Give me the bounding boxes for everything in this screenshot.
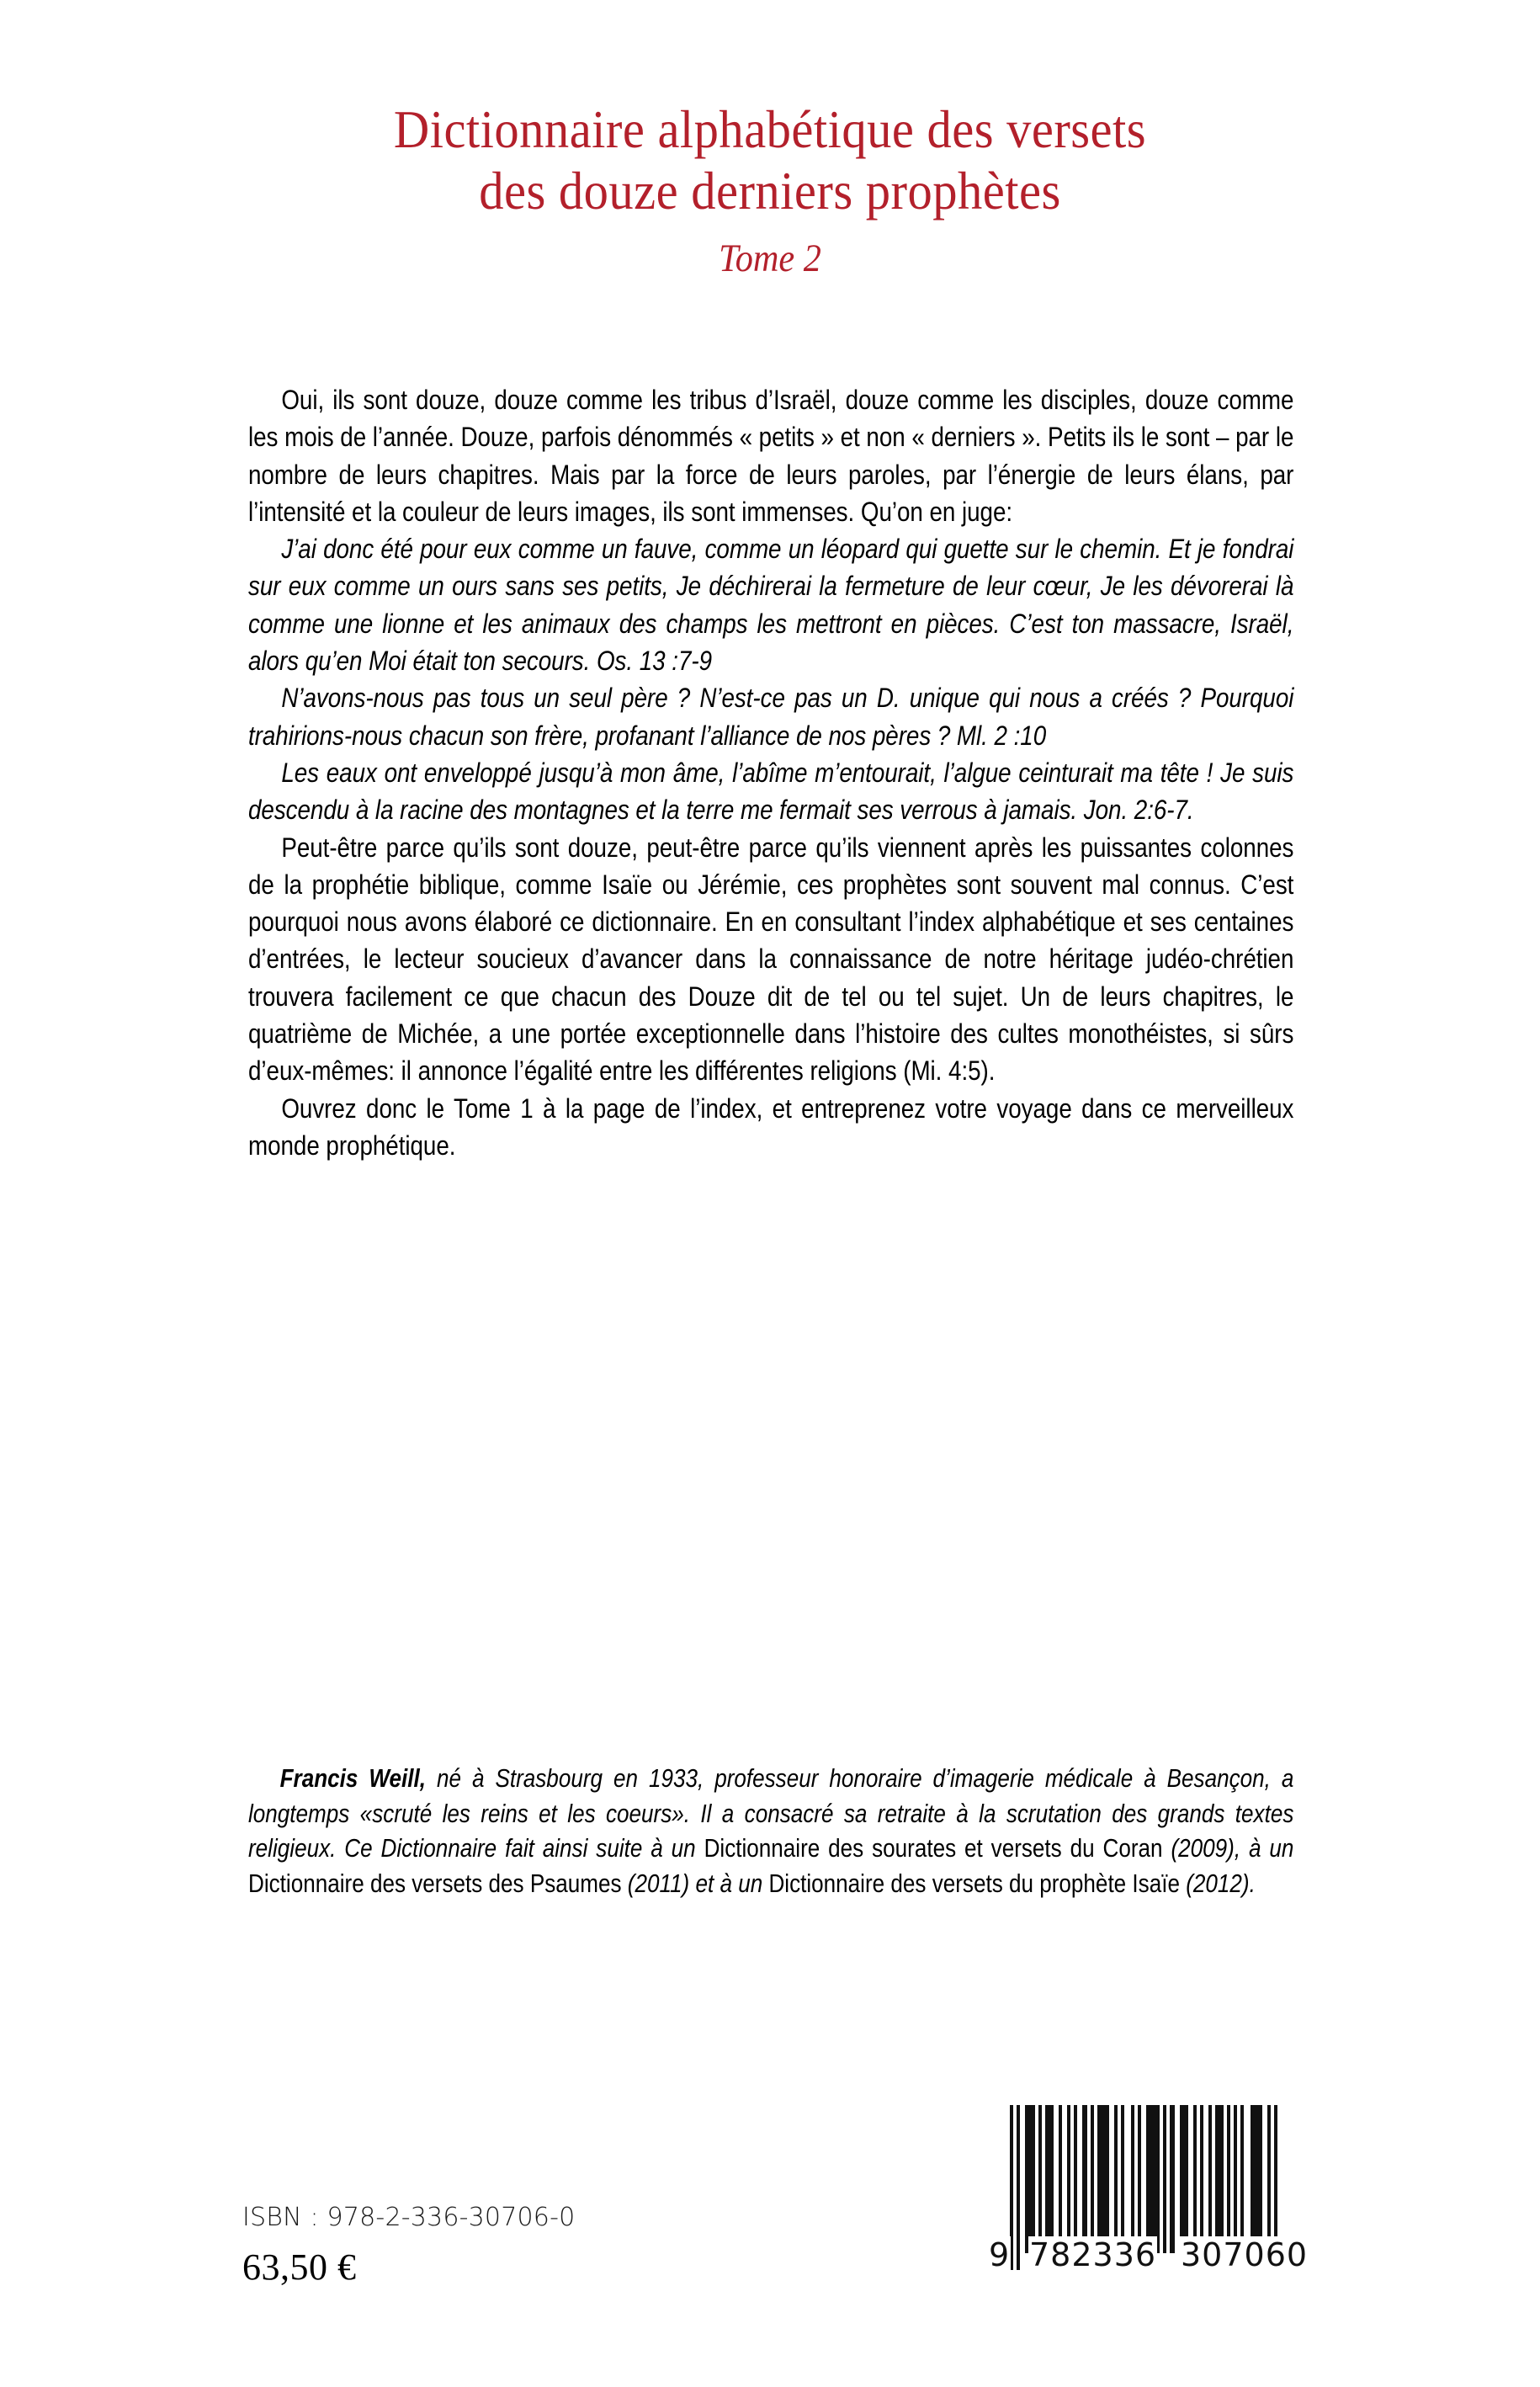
barcode-digits [988,2236,1309,2273]
book-title-line-1: Dictionnaire alphabétique des versets [393,100,1147,159]
barcode-bar [1163,2105,1166,2253]
barcode-digit-group: 9 [989,2236,1011,2273]
author-name: Francis Weill, [279,1764,426,1793]
ean13-barcode [988,2105,1309,2300]
bio-segment-1: Dictionnaire des sourates et versets du Coran [704,1834,1171,1863]
scripture-quote-malachi: N’avons-nous pas tous un seul père ? N’est-ce pas un D. unique qui nous a créés ? Pourquoi trahirions-nous chacun son frère, profanant l’alliance de nos pères ? Ml. 2 :10 [248,683,1294,751]
barcode-bar [1180,2105,1188,2253]
barcode-bar [1025,2105,1035,2253]
barcode-bar [1082,2105,1087,2253]
barcode-digit-group: 307060 [1181,2236,1309,2273]
barcode-digit-group: 782336 [1029,2236,1157,2273]
barcode-bar [1121,2105,1124,2253]
barcode-bar [1074,2105,1077,2253]
barcode-bar [1146,2105,1160,2253]
barcode-bar [1251,2105,1262,2253]
barcode-bar [1208,2105,1212,2253]
bio-segment-0: né à Strasbourg en 1933, professeur honoraire d’imagerie médicale à Besançon, a longtemps «scruté les reins et les coeurs». Il a consacré sa retraite à la scrutation des grands textes religieux. Ce Dictionnaire fait ainsi suite à un [248,1764,1294,1863]
bio-segment-3: Dictionnaire des versets des Psaumes [248,1869,628,1898]
blurb-body [248,381,1294,1164]
bio-segment-6: (2012). [1186,1869,1256,1898]
isbn-label: ISBN : 978-2-336-30706-0 [242,2203,576,2232]
bio-segment-2: (2009), à un [1171,1834,1294,1863]
barcode-bar [1170,2105,1175,2253]
bio-segment-4: (2011) et à un [627,1869,769,1898]
barcode-bar [1240,2105,1244,2253]
blurb-paragraph: Ouvrez donc le Tome 1 à la page de l’index, et entreprenez votre voyage dans ce merveilleux monde prophétique. [248,1092,1294,1161]
barcode-bar [1215,2105,1224,2253]
barcode-bar [1059,2105,1062,2253]
blurb-paragraph: Peut-être parce qu’ils sont douze, peut-être parce qu’ils viennent après les puissantes colonnes de la prophétie biblique, comme Isaïe ou Jérémie, ces prophètes sont souvent mal connus. C’est pourquoi nous avons élaboré ce dictionnaire. En en consultant l’index alphabétique et ses centaines d’entrées, le lecteur soucieux d’avancer dans la connaissance de notre héritage judéo-chrétien trouvera facilement ce que chacun des Douze dit de tel ou tel sujet. Un de leurs chapitres, le quatrième de Michée, a une portée exceptionnelle dans l’histoire des cultes monothéistes, si sûrs d’eux-mêmes: il annonce l’égalité entre les différentes religions (Mi. 4:5). [248,832,1294,1087]
bio-segment-5: Dictionnaire des versets du prophète Isaïe [768,1869,1187,1898]
volume-label: Tome 2 [719,237,821,281]
barcode-bar [1091,2105,1094,2253]
author-bio-block [248,1762,1294,1901]
barcode-bar [1045,2105,1054,2253]
barcode-bar [1097,2105,1109,2253]
price-label: 63,50 € [242,2246,357,2288]
scripture-quote-jonah: Les eaux ont enveloppé jusqu’à mon âme, l’abîme m’entourait, l’algue ceinturait ma tête ! Je suis descendu à la racine des montagnes et la terre me fermait ses verrous à jamais. Jon. 2:6-7. [248,757,1294,826]
scripture-quote-hosea: J’ai donc été pour eux comme un fauve, comme un léopard qui guette sur le chemin. Et je fondrai sur eux comme un ours sans ses petits, Je déchirerai la fermeture de leur cœur, Je les dévorerai là comme une lionne et les animaux des champs les mettront en pièces. C’est ton massacre, Israël, alors qu’en Moi était ton secours. Os. 13 :7-9 [248,534,1294,677]
title-block [248,99,1292,281]
barcode-bar [1114,2105,1118,2253]
blurb-paragraph: Oui, ils sont douze, douze comme les tribus d’Israël, douze comme les disciples, douze comme les mois de l’année. Douze, parfois dénommés « petits » et non « derniers ». Petits ils le sont – par le nombre de leurs chapitres. Mais par la force de leurs paroles, par l’énergie de leurs élans, par l’intensité et la couleur de leurs images, ils sont immenses. Qu’on en juge: [248,385,1294,527]
barcode-bar [1038,2105,1042,2253]
barcode-bar [1227,2105,1230,2253]
book-title-line-2: des douze derniers prophètes [479,162,1061,221]
author-bio [248,1762,1293,1901]
barcode-bar [1193,2105,1197,2253]
barcode-bar [1200,2105,1203,2253]
barcode-bar [1067,2105,1070,2253]
barcode-bar [1234,2105,1237,2253]
